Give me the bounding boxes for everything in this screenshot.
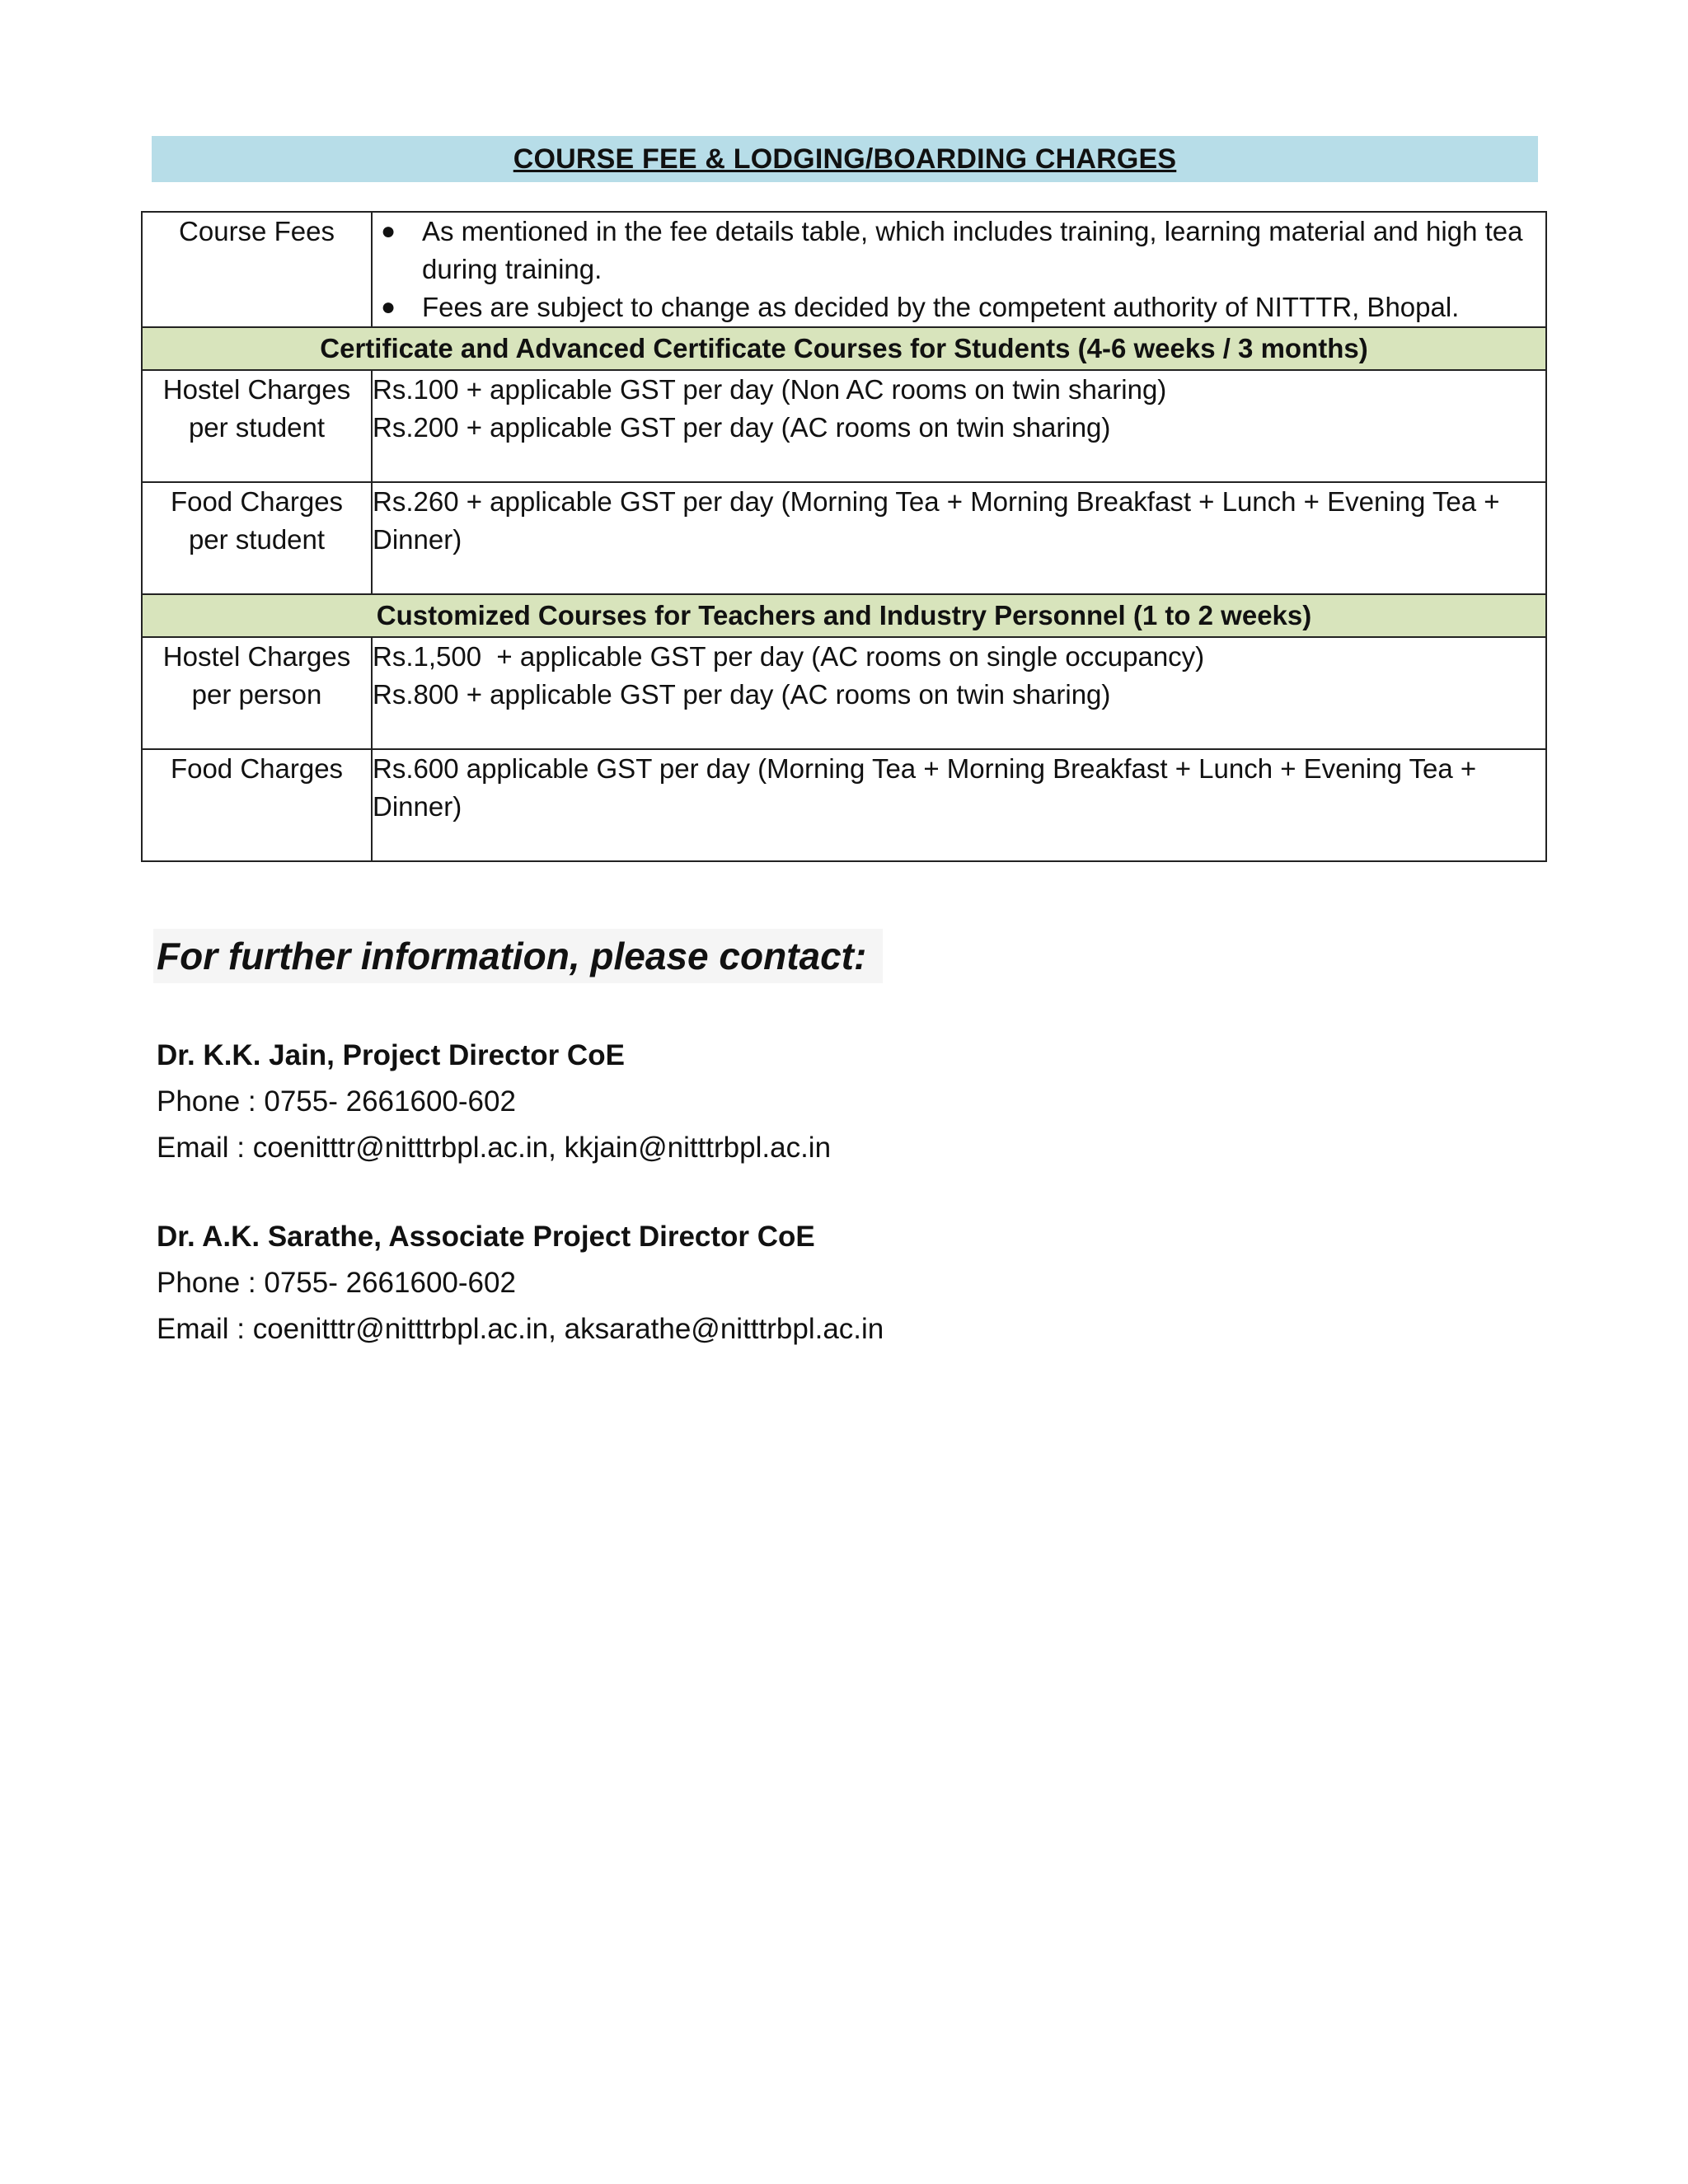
course-fees-label: Course Fees <box>142 212 372 327</box>
section-header-row-students <box>142 327 1546 370</box>
contact-phone: Phone : 0755- 2661600-602 <box>157 1085 516 1118</box>
student-hostel-label-line2: per student <box>188 412 326 443</box>
student-food-label-line2: per student <box>188 524 326 555</box>
table-row-student-hostel <box>142 370 1546 482</box>
person-hostel-value <box>372 637 1546 749</box>
bullet-icon: ● <box>381 293 396 321</box>
person-hostel-label-line2: per person <box>191 679 322 710</box>
student-hostel-label-line1: Hostel Charges <box>162 374 351 405</box>
student-hostel-line-1: Rs.100 + applicable GST per day (Non AC rooms on twin sharing) <box>373 374 1167 405</box>
student-hostel-line-2: Rs.200 + applicable GST per day (AC rooms on twin sharing) <box>373 412 1111 443</box>
section-header-teachers: Customized Courses for Teachers and Industry Personnel (1 to 2 weeks) <box>142 594 1546 637</box>
student-hostel-label <box>142 370 372 482</box>
table-row-course-fees <box>142 212 1546 327</box>
person-hostel-label <box>142 637 372 749</box>
section-header-row-teachers <box>142 594 1546 637</box>
person-food-label: Food Charges <box>142 749 372 861</box>
table-row-student-food <box>142 482 1546 594</box>
contact-person-2 <box>157 1214 884 1352</box>
course-fees-bullets <box>373 213 1545 326</box>
list-item <box>381 288 1545 326</box>
person-hostel-line-2: Rs.800 + applicable GST per day (AC rooms on twin sharing) <box>373 679 1111 710</box>
fees-table <box>141 211 1547 862</box>
contact-heading-box <box>153 929 883 983</box>
course-fees-bullet-1: As mentioned in the fee details table, which includes training, learning material and high tea during training. <box>422 216 1523 284</box>
student-food-label <box>142 482 372 594</box>
contact-email: Email : coenitttr@nitttrbpl.ac.in, aksarathe@nitttrbpl.ac.in <box>157 1313 884 1345</box>
bullet-icon: ● <box>381 218 396 245</box>
contact-phone: Phone : 0755- 2661600-602 <box>157 1267 516 1299</box>
table-row-person-hostel <box>142 637 1546 749</box>
course-fees-value <box>372 212 1546 327</box>
title-bar <box>152 136 1538 182</box>
student-hostel-value <box>372 370 1546 482</box>
list-item <box>381 213 1545 288</box>
student-food-label-line1: Food Charges <box>170 486 344 517</box>
contact-person-1 <box>157 1033 831 1171</box>
contact-heading: For further information, please contact: <box>157 935 867 977</box>
contact-email: Email : coenitttr@nitttrbpl.ac.in, kkjain@nitttrbpl.ac.in <box>157 1132 832 1164</box>
course-fees-bullet-2: Fees are subject to change as decided by the competent authority of NITTTR, Bhopal. <box>422 292 1460 322</box>
table-row-person-food <box>142 749 1546 861</box>
section-header-students: Certificate and Advanced Certificate Courses for Students (4-6 weeks / 3 months) <box>142 327 1546 370</box>
contact-name: Dr. K.K. Jain, Project Director CoE <box>157 1039 625 1071</box>
page-title: COURSE FEE & LODGING/BOARDING CHARGES <box>513 143 1177 175</box>
person-hostel-line-1: Rs.1,500 + applicable GST per day (AC rooms on single occupancy) <box>373 641 1205 672</box>
student-food-value: Rs.260 + applicable GST per day (Morning Tea + Morning Breakfast + Lunch + Evening Tea + Dinner) <box>372 482 1546 594</box>
contact-name: Dr. A.K. Sarathe, Associate Project Director CoE <box>157 1221 815 1253</box>
person-hostel-label-line1: Hostel Charges <box>162 641 351 672</box>
person-food-value: Rs.600 applicable GST per day (Morning Tea + Morning Breakfast + Lunch + Evening Tea + Dinner) <box>372 749 1546 861</box>
